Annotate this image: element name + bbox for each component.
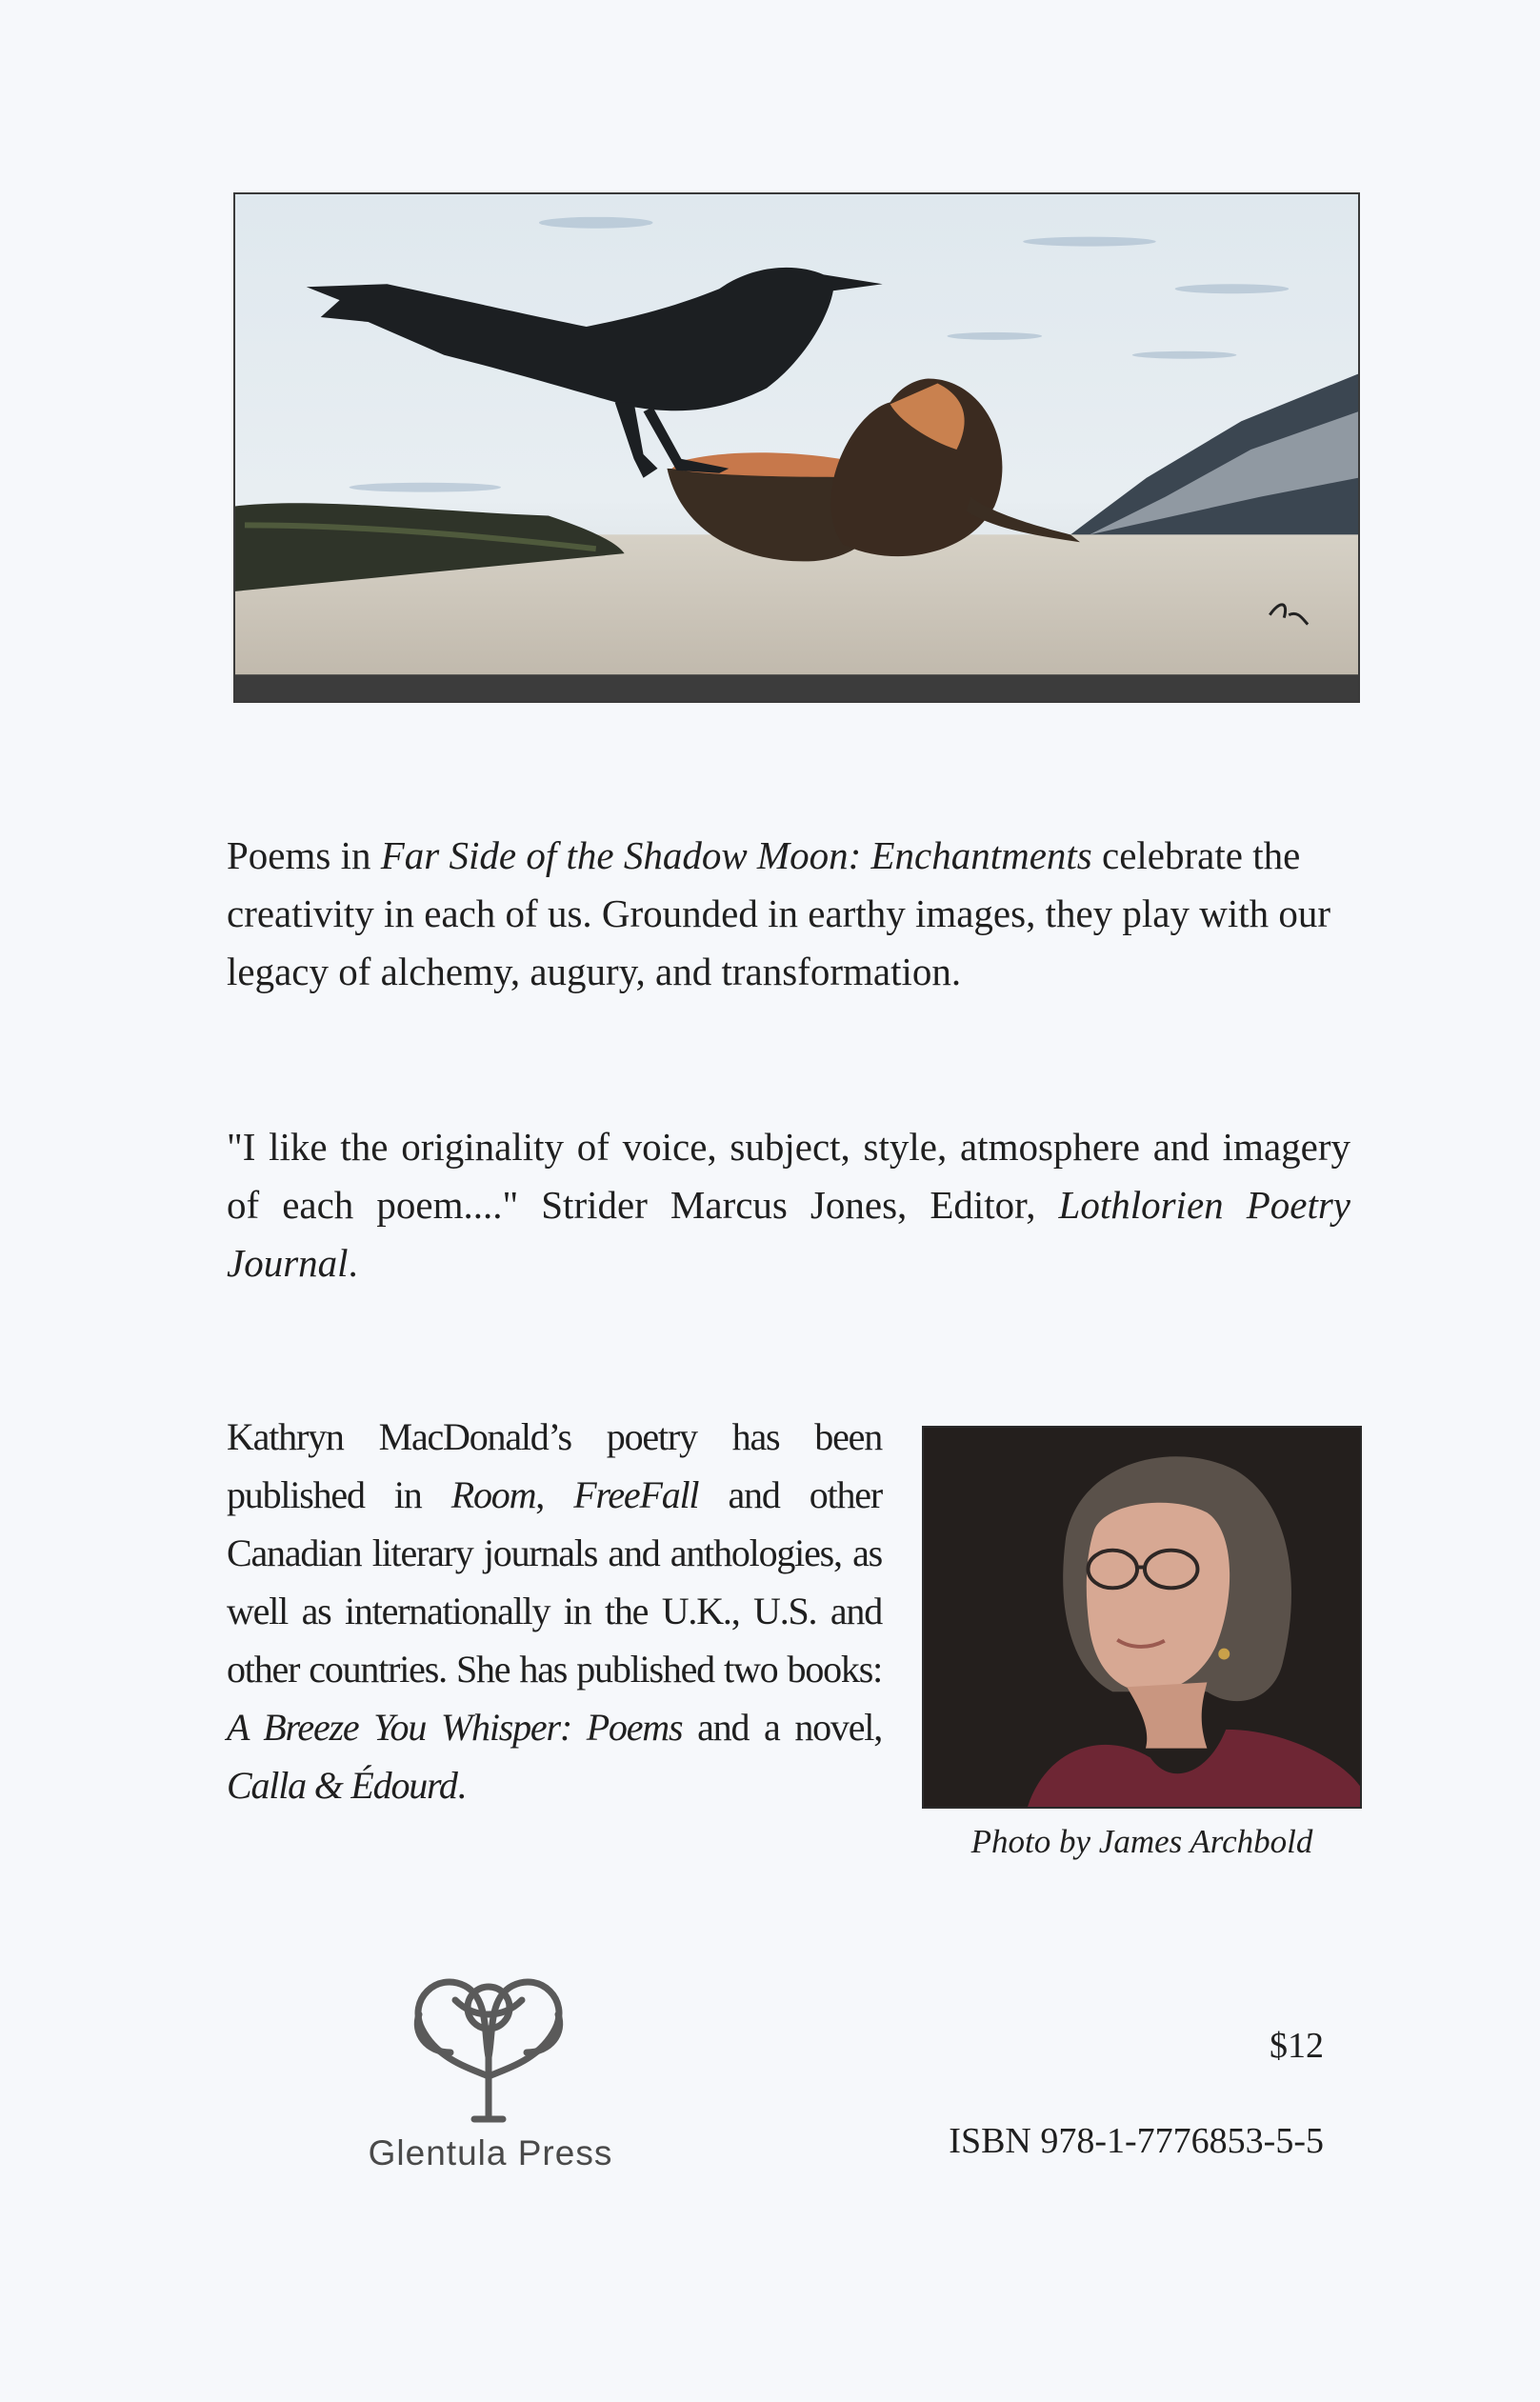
quote-text: "I like the originality of voice, subject, style, atmosphere and imagery of each poem...." Strider Marcus Jones, Editor,: [227, 1125, 1350, 1227]
bio-text-1: Kathryn MacDonald’s poetry has been published in: [227, 1415, 882, 1516]
blurb-suffix: celebrate the creativity in each of us. Grounded in earthy images, they play with our legacy of alchemy, augury, and transformation.: [227, 833, 1331, 993]
blurb-prefix: Poems in: [227, 833, 381, 877]
bio-journal-room: Room: [450, 1473, 536, 1516]
bio-book-calla: Calla & Édourd: [227, 1764, 457, 1807]
quote-end: .: [348, 1241, 358, 1285]
bio-book-breeze: A Breeze You Whisper: Poems: [227, 1706, 683, 1749]
photo-credit: Photo by James Archbold: [970, 1823, 1313, 1860]
endorsement-quote: [227, 1118, 1350, 1292]
book-title: Far Side of the Shadow Moon: Enchantments: [380, 833, 1092, 877]
publisher-logo: [398, 1962, 579, 2124]
blurb-paragraph: [227, 827, 1350, 1001]
celtic-tree-icon: [398, 1962, 579, 2124]
crow-and-coconut-icon: [235, 194, 1358, 701]
author-bio: [227, 1408, 882, 1814]
bio-journal-freefall: FreeFall: [573, 1473, 699, 1516]
bio-text-2: ,: [535, 1473, 574, 1516]
bio-text-4: and a novel,: [682, 1706, 882, 1749]
bio-text-5: .: [456, 1764, 466, 1807]
quote-journal: Lothlorien Poetry Journal: [227, 1183, 1350, 1285]
bio-text-3: and other Canadian literary journals and anthologies, as well as internationally in the U.K., U.S. and other countries. She has published two books:: [227, 1473, 882, 1691]
author-portrait-icon: [924, 1428, 1360, 1807]
publisher-name: Glentula Press: [368, 2133, 613, 2172]
price: $12: [1270, 2026, 1324, 2066]
isbn: ISBN 978-1-7776853-5-5: [949, 2121, 1324, 2161]
author-photo: [922, 1426, 1362, 1809]
cover-photo-crow-coconut: [233, 192, 1360, 703]
